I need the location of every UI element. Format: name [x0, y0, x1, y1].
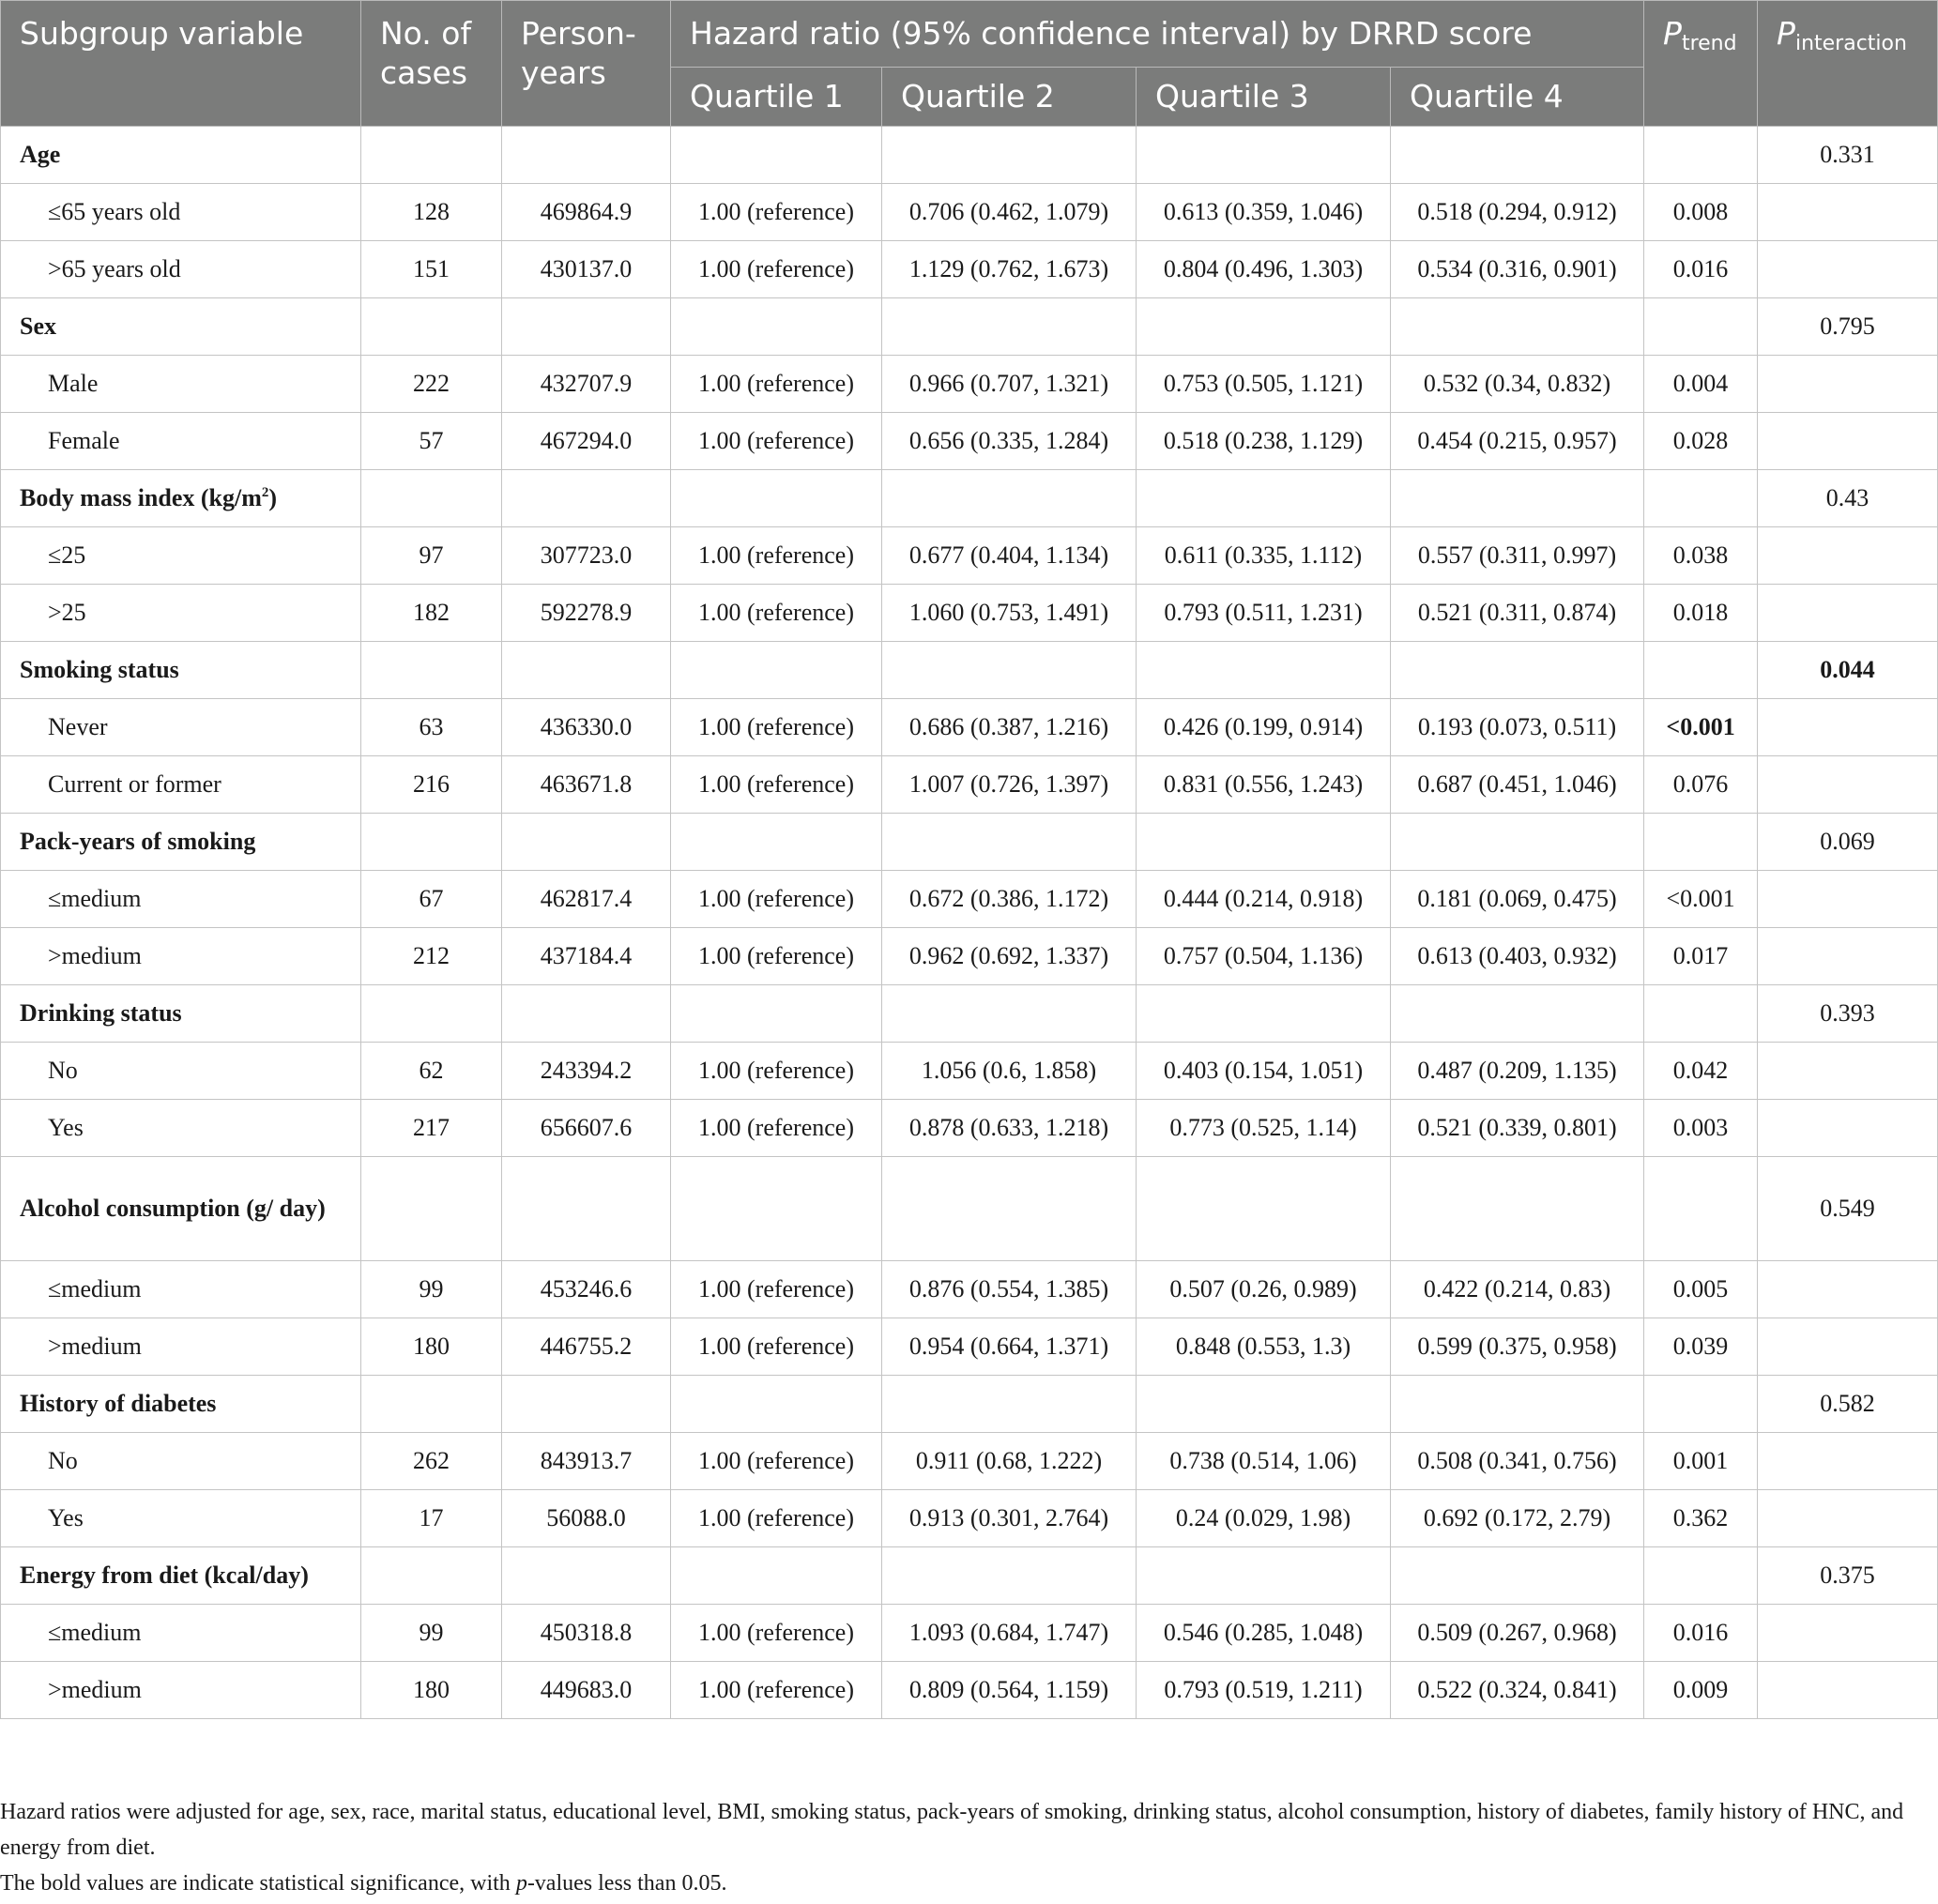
subgroup-label: >medium	[1, 1662, 361, 1719]
p-trend-cell: 0.004	[1644, 356, 1758, 413]
group-row	[1, 814, 1938, 871]
subgroup-label: ≤medium	[1, 1261, 361, 1318]
quartile-4-cell: 0.508 (0.341, 0.756)	[1391, 1433, 1644, 1490]
p-interaction-cell: 0.549	[1758, 1157, 1938, 1261]
cases-cell: 57	[361, 413, 502, 470]
quartile-2-cell: 0.911 (0.68, 1.222)	[882, 1433, 1137, 1490]
header-p-trend-letter: P	[1663, 15, 1682, 52]
person-years-cell: 307723.0	[502, 527, 671, 585]
p-trend-cell: 0.001	[1644, 1433, 1758, 1490]
header-p-trend	[1644, 1, 1758, 127]
quartile-1-cell: 1.00 (reference)	[671, 1261, 882, 1318]
p-trend-cell	[1644, 1157, 1758, 1261]
quartile-2-cell: 1.007 (0.726, 1.397)	[882, 756, 1137, 814]
p-interaction-cell	[1758, 871, 1938, 928]
person-years-cell: 656607.6	[502, 1100, 671, 1157]
quartile-1-cell: 1.00 (reference)	[671, 356, 882, 413]
p-interaction-cell	[1758, 1261, 1938, 1318]
quartile-1-cell: 1.00 (reference)	[671, 1318, 882, 1376]
table-row	[1, 1261, 1938, 1318]
p-trend-cell	[1644, 1376, 1758, 1433]
quartile-1-cell	[671, 642, 882, 699]
table-row	[1, 527, 1938, 585]
quartile-1-cell: 1.00 (reference)	[671, 1490, 882, 1547]
subgroup-label: Yes	[1, 1490, 361, 1547]
cases-cell	[361, 1547, 502, 1605]
p-trend-cell	[1644, 1547, 1758, 1605]
quartile-2-cell: 1.093 (0.684, 1.747)	[882, 1605, 1137, 1662]
quartile-3-cell: 0.403 (0.154, 1.051)	[1137, 1043, 1391, 1100]
subgroup-label: Female	[1, 413, 361, 470]
p-interaction-cell	[1758, 413, 1938, 470]
quartile-4-cell: 0.181 (0.069, 0.475)	[1391, 871, 1644, 928]
p-interaction-cell: 0.331	[1758, 127, 1938, 184]
p-interaction-cell	[1758, 756, 1938, 814]
header-cases: No. of cases	[361, 1, 502, 127]
footnote-bold-values: The bold values are indicate statistical significance, with p-values less than 0.05.	[0, 1871, 727, 1896]
person-years-cell: 446755.2	[502, 1318, 671, 1376]
table-row	[1, 756, 1938, 814]
p-trend-cell: 0.008	[1644, 184, 1758, 241]
quartile-4-cell: 0.557 (0.311, 0.997)	[1391, 527, 1644, 585]
person-years-cell: 462817.4	[502, 871, 671, 928]
quartile-3-cell: 0.793 (0.519, 1.211)	[1137, 1662, 1391, 1719]
group-row	[1, 1376, 1938, 1433]
quartile-1-cell: 1.00 (reference)	[671, 1433, 882, 1490]
quartile-4-cell	[1391, 127, 1644, 184]
quartile-1-cell: 1.00 (reference)	[671, 1605, 882, 1662]
quartile-3-cell	[1137, 298, 1391, 356]
subgroup-label: ≤25	[1, 527, 361, 585]
person-years-cell: 469864.9	[502, 184, 671, 241]
person-years-cell: 430137.0	[502, 241, 671, 298]
header-quartile-4: Quartile 4	[1391, 68, 1644, 127]
table-row	[1, 1490, 1938, 1547]
person-years-cell: 437184.4	[502, 928, 671, 985]
quartile-4-cell: 0.509 (0.267, 0.968)	[1391, 1605, 1644, 1662]
p-trend-cell: 0.018	[1644, 585, 1758, 642]
header-quartile-2: Quartile 2	[882, 68, 1137, 127]
cases-cell: 180	[361, 1318, 502, 1376]
p-interaction-cell: 0.069	[1758, 814, 1938, 871]
quartile-3-cell: 0.793 (0.511, 1.231)	[1137, 585, 1391, 642]
quartile-2-cell	[882, 1547, 1137, 1605]
quartile-1-cell: 1.00 (reference)	[671, 527, 882, 585]
quartile-3-cell	[1137, 470, 1391, 527]
cases-cell: 151	[361, 241, 502, 298]
quartile-3-cell: 0.444 (0.214, 0.918)	[1137, 871, 1391, 928]
group-label: Alcohol consumption (g/ day)	[1, 1157, 361, 1261]
group-label: Drinking status	[1, 985, 361, 1043]
subgroup-label: >65 years old	[1, 241, 361, 298]
cases-cell	[361, 642, 502, 699]
quartile-1-cell: 1.00 (reference)	[671, 241, 882, 298]
cases-cell: 128	[361, 184, 502, 241]
subgroup-label: ≤65 years old	[1, 184, 361, 241]
quartile-3-cell: 0.831 (0.556, 1.243)	[1137, 756, 1391, 814]
p-trend-cell: 0.016	[1644, 241, 1758, 298]
quartile-3-cell	[1137, 814, 1391, 871]
p-trend-cell: 0.076	[1644, 756, 1758, 814]
quartile-3-cell: 0.507 (0.26, 0.989)	[1137, 1261, 1391, 1318]
quartile-4-cell	[1391, 470, 1644, 527]
quartile-2-cell: 0.686 (0.387, 1.216)	[882, 699, 1137, 756]
person-years-cell: 449683.0	[502, 1662, 671, 1719]
quartile-4-cell	[1391, 298, 1644, 356]
quartile-1-cell: 1.00 (reference)	[671, 413, 882, 470]
cases-cell	[361, 127, 502, 184]
quartile-1-cell	[671, 985, 882, 1043]
cases-cell	[361, 985, 502, 1043]
p-interaction-cell	[1758, 241, 1938, 298]
header-p-interaction-sub: interaction	[1794, 32, 1907, 55]
p-trend-cell	[1644, 470, 1758, 527]
p-trend-cell: 0.028	[1644, 413, 1758, 470]
person-years-cell: 56088.0	[502, 1490, 671, 1547]
table-row	[1, 928, 1938, 985]
quartile-3-cell	[1137, 1376, 1391, 1433]
quartile-3-cell: 0.757 (0.504, 1.136)	[1137, 928, 1391, 985]
p-trend-cell: 0.005	[1644, 1261, 1758, 1318]
quartile-2-cell: 0.706 (0.462, 1.079)	[882, 184, 1137, 241]
subgroup-label: Male	[1, 356, 361, 413]
quartile-2-cell: 0.966 (0.707, 1.321)	[882, 356, 1137, 413]
quartile-3-cell	[1137, 642, 1391, 699]
p-trend-cell	[1644, 298, 1758, 356]
quartile-4-cell: 0.521 (0.339, 0.801)	[1391, 1100, 1644, 1157]
table-header	[1, 1, 1938, 127]
quartile-3-cell: 0.804 (0.496, 1.303)	[1137, 241, 1391, 298]
quartile-1-cell	[671, 1547, 882, 1605]
p-interaction-cell	[1758, 699, 1938, 756]
person-years-cell	[502, 470, 671, 527]
person-years-cell: 436330.0	[502, 699, 671, 756]
p-interaction-cell: 0.393	[1758, 985, 1938, 1043]
cases-cell	[361, 1376, 502, 1433]
p-interaction-cell: 0.795	[1758, 298, 1938, 356]
group-label: Age	[1, 127, 361, 184]
cases-cell: 222	[361, 356, 502, 413]
p-interaction-cell	[1758, 184, 1938, 241]
person-years-cell	[502, 642, 671, 699]
p-trend-cell: 0.016	[1644, 1605, 1758, 1662]
person-years-cell	[502, 298, 671, 356]
quartile-1-cell	[671, 1376, 882, 1433]
p-trend-cell: <0.001	[1644, 699, 1758, 756]
quartile-4-cell: 0.534 (0.316, 0.901)	[1391, 241, 1644, 298]
subgroup-label: >25	[1, 585, 361, 642]
cases-cell: 216	[361, 756, 502, 814]
quartile-1-cell	[671, 127, 882, 184]
quartile-2-cell	[882, 814, 1137, 871]
quartile-2-cell: 0.876 (0.554, 1.385)	[882, 1261, 1137, 1318]
p-interaction-cell	[1758, 1490, 1938, 1547]
quartile-1-cell: 1.00 (reference)	[671, 699, 882, 756]
quartile-3-cell	[1137, 1547, 1391, 1605]
p-trend-cell: 0.003	[1644, 1100, 1758, 1157]
table-row	[1, 356, 1938, 413]
subgroup-label: >medium	[1, 928, 361, 985]
p-interaction-cell	[1758, 585, 1938, 642]
table-footnotes	[0, 1794, 1937, 1901]
p-trend-cell: 0.039	[1644, 1318, 1758, 1376]
group-label: Pack-years of smoking	[1, 814, 361, 871]
group-row	[1, 985, 1938, 1043]
cases-cell: 17	[361, 1490, 502, 1547]
quartile-4-cell: 0.532 (0.34, 0.832)	[1391, 356, 1644, 413]
footnote-adjustment: Hazard ratios were adjusted for age, sex, race, marital status, educational level, BMI, smoking status, pack-years of smoking, drinking status, alcohol consumption, history of diabetes, family history of HNC, and energy from diet.	[0, 1800, 1904, 1860]
quartile-3-cell	[1137, 127, 1391, 184]
table-body	[1, 127, 1938, 1719]
quartile-2-cell	[882, 985, 1137, 1043]
group-label: Sex	[1, 298, 361, 356]
group-row	[1, 127, 1938, 184]
quartile-1-cell: 1.00 (reference)	[671, 871, 882, 928]
quartile-2-cell	[882, 1157, 1137, 1261]
table-row	[1, 1662, 1938, 1719]
quartile-3-cell: 0.753 (0.505, 1.121)	[1137, 356, 1391, 413]
quartile-3-cell: 0.611 (0.335, 1.112)	[1137, 527, 1391, 585]
person-years-cell: 463671.8	[502, 756, 671, 814]
cases-cell: 62	[361, 1043, 502, 1100]
person-years-cell: 243394.2	[502, 1043, 671, 1100]
p-trend-cell: 0.042	[1644, 1043, 1758, 1100]
cases-cell	[361, 1157, 502, 1261]
group-row	[1, 298, 1938, 356]
quartile-3-cell: 0.546 (0.285, 1.048)	[1137, 1605, 1391, 1662]
quartile-1-cell	[671, 1157, 882, 1261]
quartile-3-cell: 0.613 (0.359, 1.046)	[1137, 184, 1391, 241]
quartile-2-cell	[882, 1376, 1137, 1433]
p-interaction-cell	[1758, 1043, 1938, 1100]
quartile-4-cell	[1391, 1547, 1644, 1605]
p-interaction-cell	[1758, 527, 1938, 585]
table-row	[1, 184, 1938, 241]
subgroup-label: ≤medium	[1, 1605, 361, 1662]
header-p-trend-sub: trend	[1681, 32, 1737, 55]
quartile-4-cell: 0.692 (0.172, 2.79)	[1391, 1490, 1644, 1547]
quartile-4-cell: 0.521 (0.311, 0.874)	[1391, 585, 1644, 642]
group-label: History of diabetes	[1, 1376, 361, 1433]
quartile-3-cell: 0.24 (0.029, 1.98)	[1137, 1490, 1391, 1547]
cases-cell	[361, 814, 502, 871]
p-interaction-cell	[1758, 1100, 1938, 1157]
quartile-3-cell: 0.773 (0.525, 1.14)	[1137, 1100, 1391, 1157]
cases-cell: 99	[361, 1605, 502, 1662]
header-subgroup: Subgroup variable	[1, 1, 361, 127]
quartile-1-cell	[671, 470, 882, 527]
group-row	[1, 1547, 1938, 1605]
group-label: Smoking status	[1, 642, 361, 699]
quartile-4-cell: 0.487 (0.209, 1.135)	[1391, 1043, 1644, 1100]
quartile-1-cell: 1.00 (reference)	[671, 184, 882, 241]
quartile-2-cell: 0.656 (0.335, 1.284)	[882, 413, 1137, 470]
person-years-cell: 467294.0	[502, 413, 671, 470]
subgroup-label: Never	[1, 699, 361, 756]
p-interaction-cell	[1758, 1605, 1938, 1662]
p-interaction-cell	[1758, 928, 1938, 985]
header-p-interaction-letter: P	[1777, 15, 1795, 52]
quartile-1-cell	[671, 814, 882, 871]
cases-cell: 67	[361, 871, 502, 928]
cases-cell: 217	[361, 1100, 502, 1157]
person-years-cell	[502, 1157, 671, 1261]
p-interaction-cell	[1758, 356, 1938, 413]
person-years-cell: 432707.9	[502, 356, 671, 413]
person-years-cell: 843913.7	[502, 1433, 671, 1490]
quartile-4-cell: 0.599 (0.375, 0.958)	[1391, 1318, 1644, 1376]
table-row	[1, 871, 1938, 928]
subgroup-label: >medium	[1, 1318, 361, 1376]
p-trend-cell	[1644, 814, 1758, 871]
quartile-2-cell: 0.672 (0.386, 1.172)	[882, 871, 1137, 928]
quartile-4-cell: 0.422 (0.214, 0.83)	[1391, 1261, 1644, 1318]
quartile-1-cell: 1.00 (reference)	[671, 1100, 882, 1157]
subgroup-label: Yes	[1, 1100, 361, 1157]
p-interaction-cell	[1758, 1662, 1938, 1719]
quartile-2-cell	[882, 470, 1137, 527]
table-row	[1, 699, 1938, 756]
quartile-4-cell: 0.613 (0.403, 0.932)	[1391, 928, 1644, 985]
p-interaction-cell: 0.582	[1758, 1376, 1938, 1433]
quartile-4-cell	[1391, 642, 1644, 699]
person-years-cell	[502, 127, 671, 184]
quartile-4-cell: 0.687 (0.451, 1.046)	[1391, 756, 1644, 814]
quartile-4-cell	[1391, 814, 1644, 871]
cases-cell	[361, 298, 502, 356]
p-trend-cell	[1644, 985, 1758, 1043]
quartile-1-cell	[671, 298, 882, 356]
p-trend-cell	[1644, 127, 1758, 184]
header-quartile-1: Quartile 1	[671, 68, 882, 127]
quartile-2-cell: 0.954 (0.664, 1.371)	[882, 1318, 1137, 1376]
cases-cell	[361, 470, 502, 527]
p-interaction-cell: 0.044	[1758, 642, 1938, 699]
person-years-cell	[502, 1376, 671, 1433]
subgroup-label: No	[1, 1433, 361, 1490]
quartile-1-cell: 1.00 (reference)	[671, 928, 882, 985]
p-trend-cell: 0.009	[1644, 1662, 1758, 1719]
cases-cell: 180	[361, 1662, 502, 1719]
cases-cell: 182	[361, 585, 502, 642]
subgroup-label: No	[1, 1043, 361, 1100]
quartile-4-cell: 0.454 (0.215, 0.957)	[1391, 413, 1644, 470]
person-years-cell	[502, 1547, 671, 1605]
table-row	[1, 241, 1938, 298]
group-label: Energy from diet (kcal/day)	[1, 1547, 361, 1605]
table-row	[1, 413, 1938, 470]
subgroup-label: ≤medium	[1, 871, 361, 928]
quartile-4-cell	[1391, 1157, 1644, 1261]
quartile-4-cell: 0.522 (0.324, 0.841)	[1391, 1662, 1644, 1719]
quartile-1-cell: 1.00 (reference)	[671, 756, 882, 814]
group-label: Body mass index $(kg/m^2)$	[1, 470, 361, 527]
quartile-4-cell	[1391, 985, 1644, 1043]
quartile-1-cell: 1.00 (reference)	[671, 1043, 882, 1100]
p-interaction-cell: 0.43	[1758, 470, 1938, 527]
p-trend-cell: 0.362	[1644, 1490, 1758, 1547]
person-years-cell: 453246.6	[502, 1261, 671, 1318]
table-row	[1, 1318, 1938, 1376]
person-years-cell: 450318.8	[502, 1605, 671, 1662]
person-years-cell: 592278.9	[502, 585, 671, 642]
quartile-2-cell	[882, 642, 1137, 699]
quartile-3-cell: 0.518 (0.238, 1.129)	[1137, 413, 1391, 470]
quartile-1-cell: 1.00 (reference)	[671, 585, 882, 642]
quartile-2-cell: 1.060 (0.753, 1.491)	[882, 585, 1137, 642]
header-quartile-3: Quartile 3	[1137, 68, 1391, 127]
table-row	[1, 1433, 1938, 1490]
p-interaction-cell	[1758, 1318, 1938, 1376]
p-interaction-cell: 0.375	[1758, 1547, 1938, 1605]
group-row	[1, 470, 1938, 527]
p-trend-cell	[1644, 642, 1758, 699]
table-row	[1, 1100, 1938, 1157]
quartile-1-cell: 1.00 (reference)	[671, 1662, 882, 1719]
quartile-2-cell: 0.913 (0.301, 2.764)	[882, 1490, 1137, 1547]
cases-cell: 262	[361, 1433, 502, 1490]
quartile-2-cell	[882, 127, 1137, 184]
person-years-cell	[502, 985, 671, 1043]
quartile-2-cell	[882, 298, 1137, 356]
p-trend-cell: 0.038	[1644, 527, 1758, 585]
table-row	[1, 1043, 1938, 1100]
quartile-2-cell: 1.129 (0.762, 1.673)	[882, 241, 1137, 298]
table-row	[1, 585, 1938, 642]
cases-cell: 63	[361, 699, 502, 756]
header-hazard-group: Hazard ratio (95% confidence interval) by DRRD score	[671, 1, 1644, 68]
quartile-2-cell: 1.056 (0.6, 1.858)	[882, 1043, 1137, 1100]
person-years-cell	[502, 814, 671, 871]
header-person-years: Person-years	[502, 1, 671, 127]
table-row	[1, 1605, 1938, 1662]
p-trend-cell: <0.001	[1644, 871, 1758, 928]
quartile-4-cell: 0.193 (0.073, 0.511)	[1391, 699, 1644, 756]
quartile-3-cell: 0.848 (0.553, 1.3)	[1137, 1318, 1391, 1376]
quartile-4-cell: 0.518 (0.294, 0.912)	[1391, 184, 1644, 241]
group-row	[1, 642, 1938, 699]
cases-cell: 99	[361, 1261, 502, 1318]
cases-cell: 212	[361, 928, 502, 985]
quartile-2-cell: 0.809 (0.564, 1.159)	[882, 1662, 1137, 1719]
subgroup-label: Current or former	[1, 756, 361, 814]
quartile-3-cell	[1137, 985, 1391, 1043]
group-row	[1, 1157, 1938, 1261]
quartile-2-cell: 0.962 (0.692, 1.337)	[882, 928, 1137, 985]
p-trend-cell: 0.017	[1644, 928, 1758, 985]
quartile-2-cell: 0.878 (0.633, 1.218)	[882, 1100, 1137, 1157]
p-interaction-cell	[1758, 1433, 1938, 1490]
quartile-3-cell: 0.426 (0.199, 0.914)	[1137, 699, 1391, 756]
quartile-3-cell	[1137, 1157, 1391, 1261]
header-p-interaction	[1758, 1, 1938, 127]
cases-cell: 97	[361, 527, 502, 585]
quartile-3-cell: 0.738 (0.514, 1.06)	[1137, 1433, 1391, 1490]
quartile-4-cell	[1391, 1376, 1644, 1433]
quartile-2-cell: 0.677 (0.404, 1.134)	[882, 527, 1137, 585]
